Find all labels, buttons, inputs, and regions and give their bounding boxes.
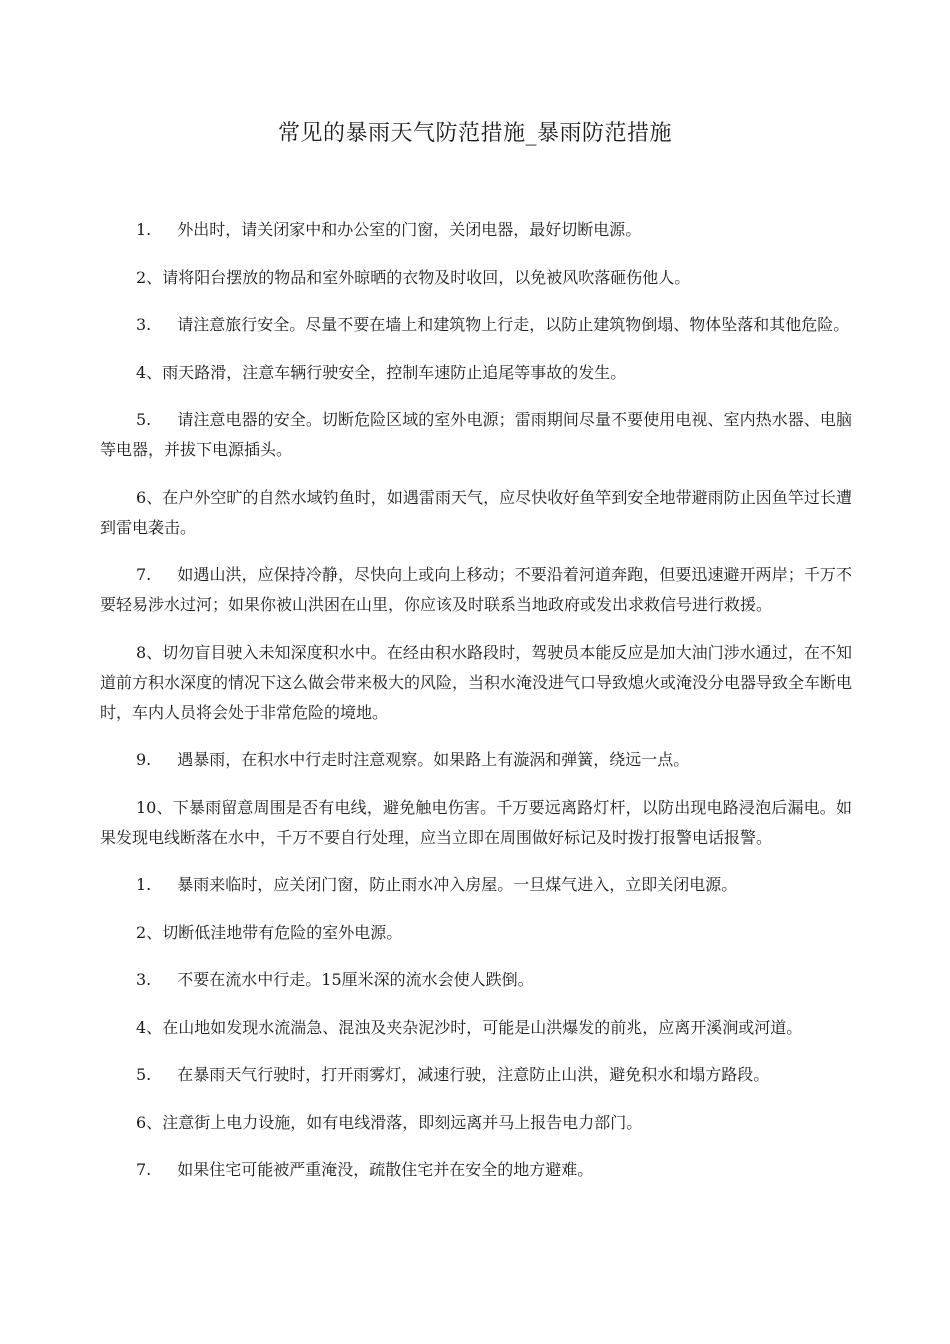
item-text: 外出时，请关闭家中和办公室的门窗，关闭电器，最好切断电源。 <box>177 220 642 239</box>
item-number: 4、 <box>136 1017 163 1037</box>
list-item <box>100 1108 852 1138</box>
item-number: 2、 <box>136 267 163 287</box>
item-number: 8、 <box>136 642 163 662</box>
item-text: 雨天路滑，注意车辆行驶安全，控制车速防止追尾等事故的发生。 <box>162 362 627 382</box>
item-text: 下暴雨留意周围是否有电线，避免触电伤害。千万要远离路灯杆，以防出现电路浸泡后漏电。如果发现电线断落在水中，千万不要自行处理，应当立即在周围做好标记及时拨打报警电话报警。 <box>100 797 852 847</box>
document-body <box>100 215 852 1203</box>
list-item <box>100 638 852 728</box>
item-text: 在暴雨天气行驶时，打开雨雾灯，减速行驶，注意防止山洪，避免积水和塌方路段。 <box>177 1065 770 1084</box>
document-title: 常见的暴雨天气防范措施_暴雨防范措施 <box>277 121 672 146</box>
item-number: 1. <box>136 875 152 894</box>
item-text: 遇暴雨，在积水中行走时注意观察。如果路上有漩涡和弹簧，绕远一点。 <box>177 750 690 769</box>
list-item <box>100 263 852 293</box>
item-number: 5. <box>136 410 152 429</box>
item-text: 在户外空旷的自然水域钓鱼时，如遇雷雨天气，应尽快收好鱼竿到安全地带避雨防止因鱼竿过长遭到雷电袭击。 <box>100 487 852 537</box>
item-text: 请将阳台摆放的物品和室外晾晒的衣物及时收回，以免被风吹落砸伤他人。 <box>162 267 691 287</box>
item-number: 6、 <box>136 487 163 507</box>
list-item <box>100 918 852 948</box>
list-item <box>100 560 852 620</box>
item-number: 9. <box>136 750 152 769</box>
list-item <box>100 1155 852 1185</box>
item-text: 在山地如发现水流湍急、混浊及夹杂泥沙时，可能是山洪爆发的前兆，应离开溪涧或河道。 <box>162 1017 803 1037</box>
item-number: 10、 <box>136 797 173 817</box>
item-number: 1. <box>136 220 152 239</box>
list-item <box>100 405 852 465</box>
list-item <box>100 870 852 900</box>
item-text: 切勿盲目驶入未知深度积水中。在经由积水路段时，驾驶员本能反应是加大油门涉水通过，在不知道前方积水深度的情况下这么做会带来极大的风险，当积水淹没进气口导致熄火或淹没分电器导致全车断电时，车内人员将会处于非常危险的境地。 <box>100 642 853 722</box>
item-text: 注意街上电力设施，如有电线滑落，即刻远离并马上报告电力部门。 <box>162 1112 643 1132</box>
list-item <box>100 483 852 543</box>
item-number: 5. <box>136 1065 152 1084</box>
list-item <box>100 358 852 388</box>
item-text: 不要在流水中行走。15厘米深的流水会使人跌倒。 <box>177 970 534 989</box>
item-number: 4、 <box>136 362 163 382</box>
item-number: 6、 <box>136 1112 163 1132</box>
item-number: 2、 <box>136 922 163 942</box>
item-text: 请注意电器的安全。切断危险区域的室外电源；雷雨期间尽量不要使用电视、室内热水器、电脑等电器，并拔下电源插头。 <box>100 410 852 459</box>
list-item <box>100 745 852 775</box>
item-number: 7. <box>136 1160 152 1179</box>
item-text: 如遇山洪，应保持冷静，尽快向上或向上移动；不要沿着河道奔跑，但要迅速避开两岸；千万不要轻易涉水过河；如果你被山洪困在山里，你应该及时联系当地政府或发出求救信号进行救援。 <box>100 565 852 614</box>
list-item <box>100 965 852 995</box>
item-text: 请注意旅行安全。尽量不要在墙上和建筑物上行走，以防止建筑物倒塌、物体坠落和其他危险。 <box>177 315 850 334</box>
list-item <box>100 215 852 245</box>
list-item <box>100 793 852 853</box>
item-text: 暴雨来临时，应关闭门窗，防止雨水冲入房屋。一旦煤气进入，立即关闭电源。 <box>177 875 738 894</box>
list-item <box>100 310 852 340</box>
item-number: 3. <box>136 970 152 989</box>
item-text: 如果住宅可能被严重淹没，疏散住宅并在安全的地方避难。 <box>177 1160 594 1179</box>
item-text: 切断低洼地带有危险的室外电源。 <box>162 922 403 942</box>
list-item <box>100 1013 852 1043</box>
item-number: 3. <box>136 315 152 334</box>
item-number: 7. <box>136 565 152 584</box>
list-item <box>100 1060 852 1090</box>
